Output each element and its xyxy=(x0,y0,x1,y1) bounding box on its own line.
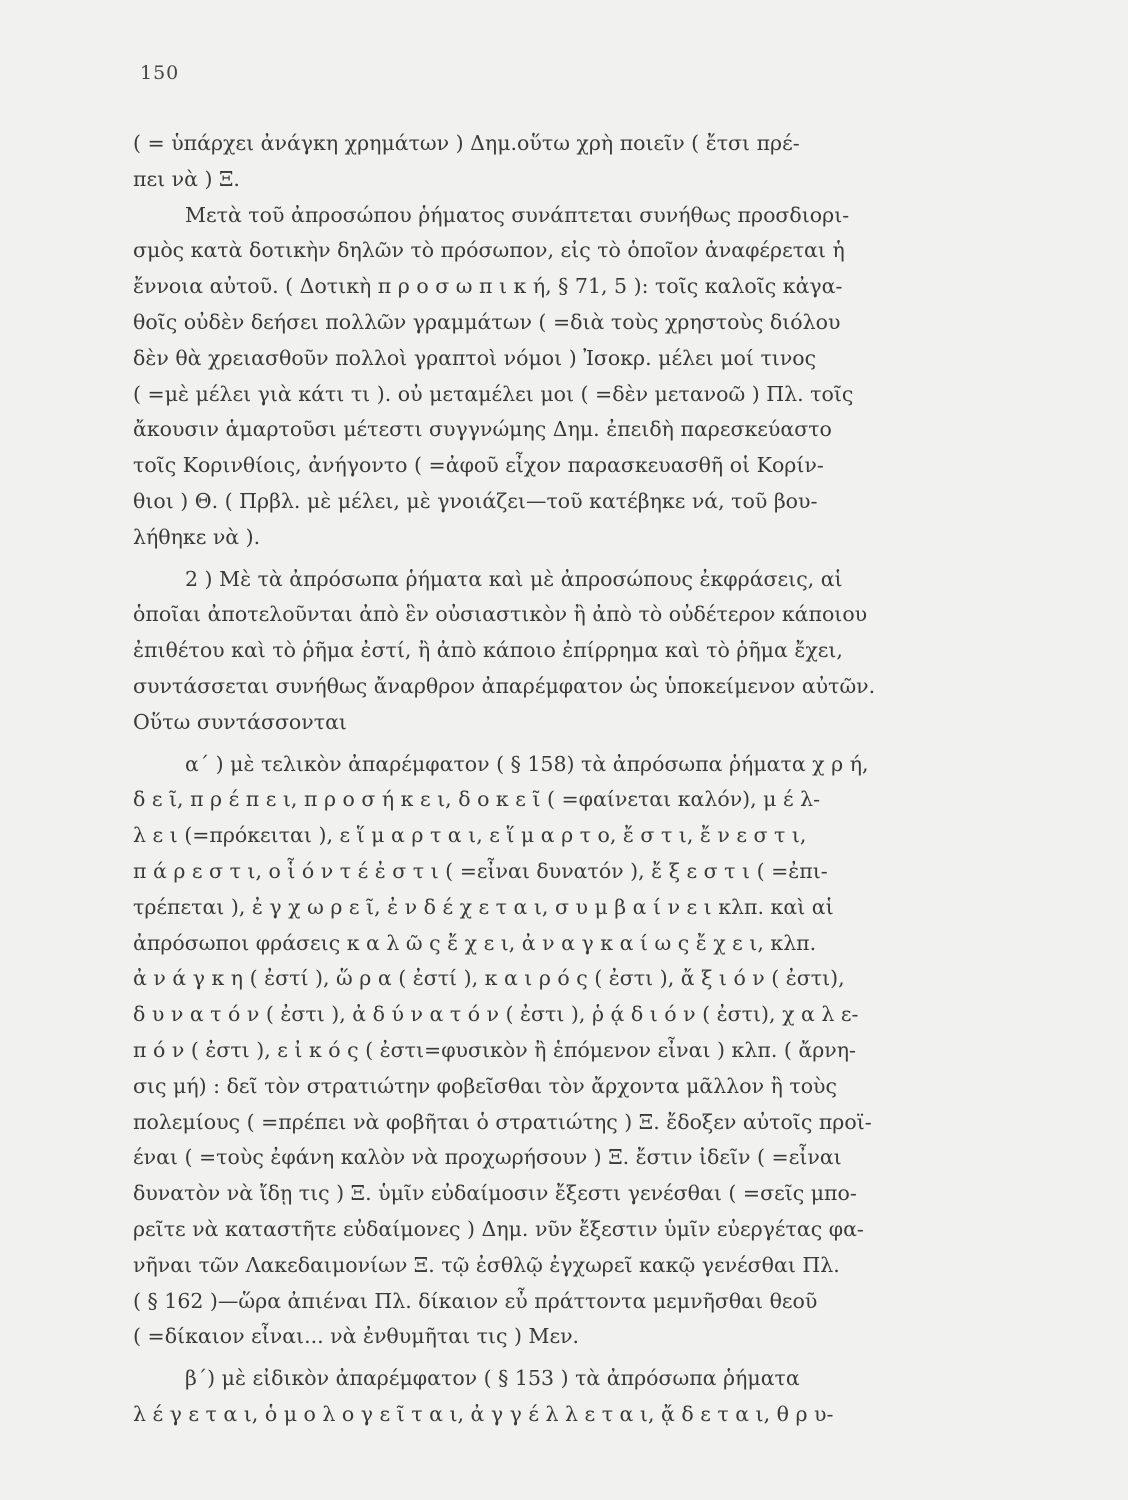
text-line: λ έ γ ε τ α ι, ὁ μ ο λ ο γ ε ῖ τ α ι, ἀ γ γ έ λ λ ε τ α ι, ᾄ δ ε τ α ι, θ ρ υ- xyxy=(133,1401,834,1426)
text-line: Μετὰ τοῦ ἀπροσώπου ῥήματος συνάπτεται συνήθως προσδιορι- xyxy=(185,202,850,227)
text-line: π ό ν ( ἐστι ), ε ἰ κ ό ς ( ἐστι=φυσικὸν ἢ ἑπόμενον εἶναι ) κλπ. ( ἄρνη- xyxy=(133,1037,856,1062)
text-line: ἀπρόσωποι φράσεις κ α λ ῶ ς ἔ χ ε ι, ἀ ν α γ κ α ί ω ς ἔ χ ε ι, κλπ. xyxy=(133,930,817,955)
text-line: πει νὰ ) Ξ. xyxy=(133,166,240,191)
text-line: ἐπιθέτου καὶ τὸ ῥῆμα ἐστί, ἢ ἀπὸ κάποιο ἐπίρρημα καὶ τὸ ῥῆμα ἔχει, xyxy=(133,638,843,663)
body-text xyxy=(133,126,993,1433)
text-line: ἔννοια αὐτοῦ. ( Δοτικὴ π ρ ο σ ω π ι κ ή, § 71, 5 ): τοῖς καλοῖς κἀγα- xyxy=(133,274,843,299)
text-line: νῆναι τῶν Λακεδαιμονίων Ξ. τῷ ἐσθλῷ ἐγχωρεῖ κακῷ γενέσθαι Πλ. xyxy=(133,1252,840,1277)
text-line: ( = ὑπάρχει ἀνάγκη χρημάτων ) Δημ.οὕτω χρὴ ποιεῖν ( ἔτσι πρέ- xyxy=(133,131,800,155)
text-line: θοῖς οὐδὲν δεήσει πολλῶν γραμμάτων ( =διὰ τοὺς χρηστοὺς διόλου xyxy=(133,309,841,334)
text-line: 2 ) Μὲ τὰ ἀπρόσωπα ῥήματα καὶ μὲ ἀπροσώπους ἐκφράσεις, αἱ xyxy=(185,566,843,591)
text-line: Οὕτω συντάσσονται xyxy=(133,709,347,734)
text-line: σις μή) : δεῖ τὸν στρατιώτην φοβεῖσθαι τὸν ἄρχοντα μᾶλλον ἢ τοὺς xyxy=(133,1073,837,1098)
text-line: β΄) μὲ εἰδικὸν ἀπαρέμφατον ( § 153 ) τὰ ἀπρόσωπα ῥήματα xyxy=(185,1366,800,1391)
text-line: ρεῖτε νὰ καταστῆτε εὐδαίμονες ) Δημ. νῦν ἔξεστιν ὑμῖν εὐεργέτας φα- xyxy=(133,1216,864,1241)
text-line: ( =μὲ μέλει γιὰ κάτι τι ). οὐ μεταμέλει μοι ( =δὲν μετανοῶ ) Πλ. τοῖς xyxy=(133,381,854,406)
text-line: ( § 162 )—ὥρα ἀπιέναι Πλ. δίκαιον εὖ πράττοντα μεμνῆσθαι θεοῦ xyxy=(133,1288,818,1313)
text-line: πολεμίους ( =πρέπει νὰ φοβῆται ὁ στρατιώτης ) Ξ. ἔδοξεν αὐτοῖς προϊ- xyxy=(133,1109,872,1134)
text-line: έναι ( =τοὺς ἐφάνη καλὸν νὰ προχωρήσουν ) Ξ. ἔστιν ἰδεῖν ( =εἶναι xyxy=(133,1145,842,1170)
text-line: δυνατὸν νὰ ἴδῃ τις ) Ξ. ὑμῖν εὐδαίμοσιν ἔξεστι γενέσθαι ( =σεῖς μπο- xyxy=(133,1181,857,1206)
text-line: δ ε ῖ, π ρ έ π ε ι, π ρ ο σ ή κ ε ι, δ ο κ ε ῖ ( =φαίνεται καλόν), μ έ λ- xyxy=(133,787,821,812)
text-line: θιοι ) Θ. ( Πρβλ. μὲ μέλει, μὲ γνοιάζει—τοῦ κατέβηκε νά, τοῦ βου- xyxy=(133,488,818,513)
text-line: ἀ ν ά γ κ η ( ἐστί ), ὥ ρ α ( ἐστί ), κ α ι ρ ό ς ( ἐστι ), ἄ ξ ι ό ν ( ἐστι), xyxy=(133,966,845,991)
text-line: α΄ ) μὲ τελικὸν ἀπαρέμφατον ( § 158) τὰ ἀπρόσωπα ῥήματα χ ρ ή, xyxy=(185,751,869,776)
text-line: δὲν θὰ χρειασθοῦν πολλοὶ γραπτοὶ νόμοι ) Ἰσοκρ. μέλει μοί τινος xyxy=(133,345,817,370)
text-line: συντάσσεται συνήθως ἄναρθρον ἀπαρέμφατον ὡς ὑποκείμενον αὐτῶν. xyxy=(133,673,876,698)
text-line: σμὸς κατὰ δοτικὴν δηλῶν τὸ πρόσωπον, εἰς τὸ ὁποῖον ἀναφέρεται ἡ xyxy=(133,238,845,263)
text-line: τρέπεται ), ἐ γ χ ω ρ ε ῖ, ἐ ν δ έ χ ε τ α ι, σ υ μ β α ί ν ε ι κλπ. καὶ αἱ xyxy=(133,894,834,919)
text-line: ( =δίκαιον εἶναι... νὰ ἐνθυμῆται τις ) Μεν. xyxy=(133,1324,580,1349)
text-line: δ υ ν α τ ό ν ( ἐστι ), ἀ δ ύ ν α τ ό ν ( ἐστι ), ῥ ᾴ δ ι ό ν ( ἐστι), χ α λ ε- xyxy=(133,1002,859,1027)
text-line: τοῖς Κορινθίοις, ἀνήγοντο ( =ἀφοῦ εἶχον παρασκευασθῆ οἱ Κορίν- xyxy=(133,453,824,478)
text-line: ὁποῖαι ἀποτελοῦνται ἀπὸ ἓν οὐσιαστικὸν ἢ ἀπὸ τὸ οὐδέτερον κάποιου xyxy=(133,602,868,627)
text-line: π ά ρ ε σ τ ι, ο ἷ ό ν τ έ ἐ σ τ ι ( =εἶναι δυνατόν ), ἔ ξ ε σ τ ι ( =ἐπι- xyxy=(133,858,828,883)
text-line: λ ε ι (=πρόκειται ), ε ἵ μ α ρ τ α ι, ε ἵ μ α ρ τ ο, ἔ σ τ ι, ἔ ν ε σ τ ι, xyxy=(133,823,807,848)
text-line: λήθηκε νὰ ). xyxy=(133,524,261,549)
text-line: ἄκουσιν ἁμαρτοῦσι μέτεστι συγγνώμης Δημ. ἐπειδὴ παρεσκεύαστο xyxy=(133,417,832,442)
page-number: 150 xyxy=(140,62,180,84)
